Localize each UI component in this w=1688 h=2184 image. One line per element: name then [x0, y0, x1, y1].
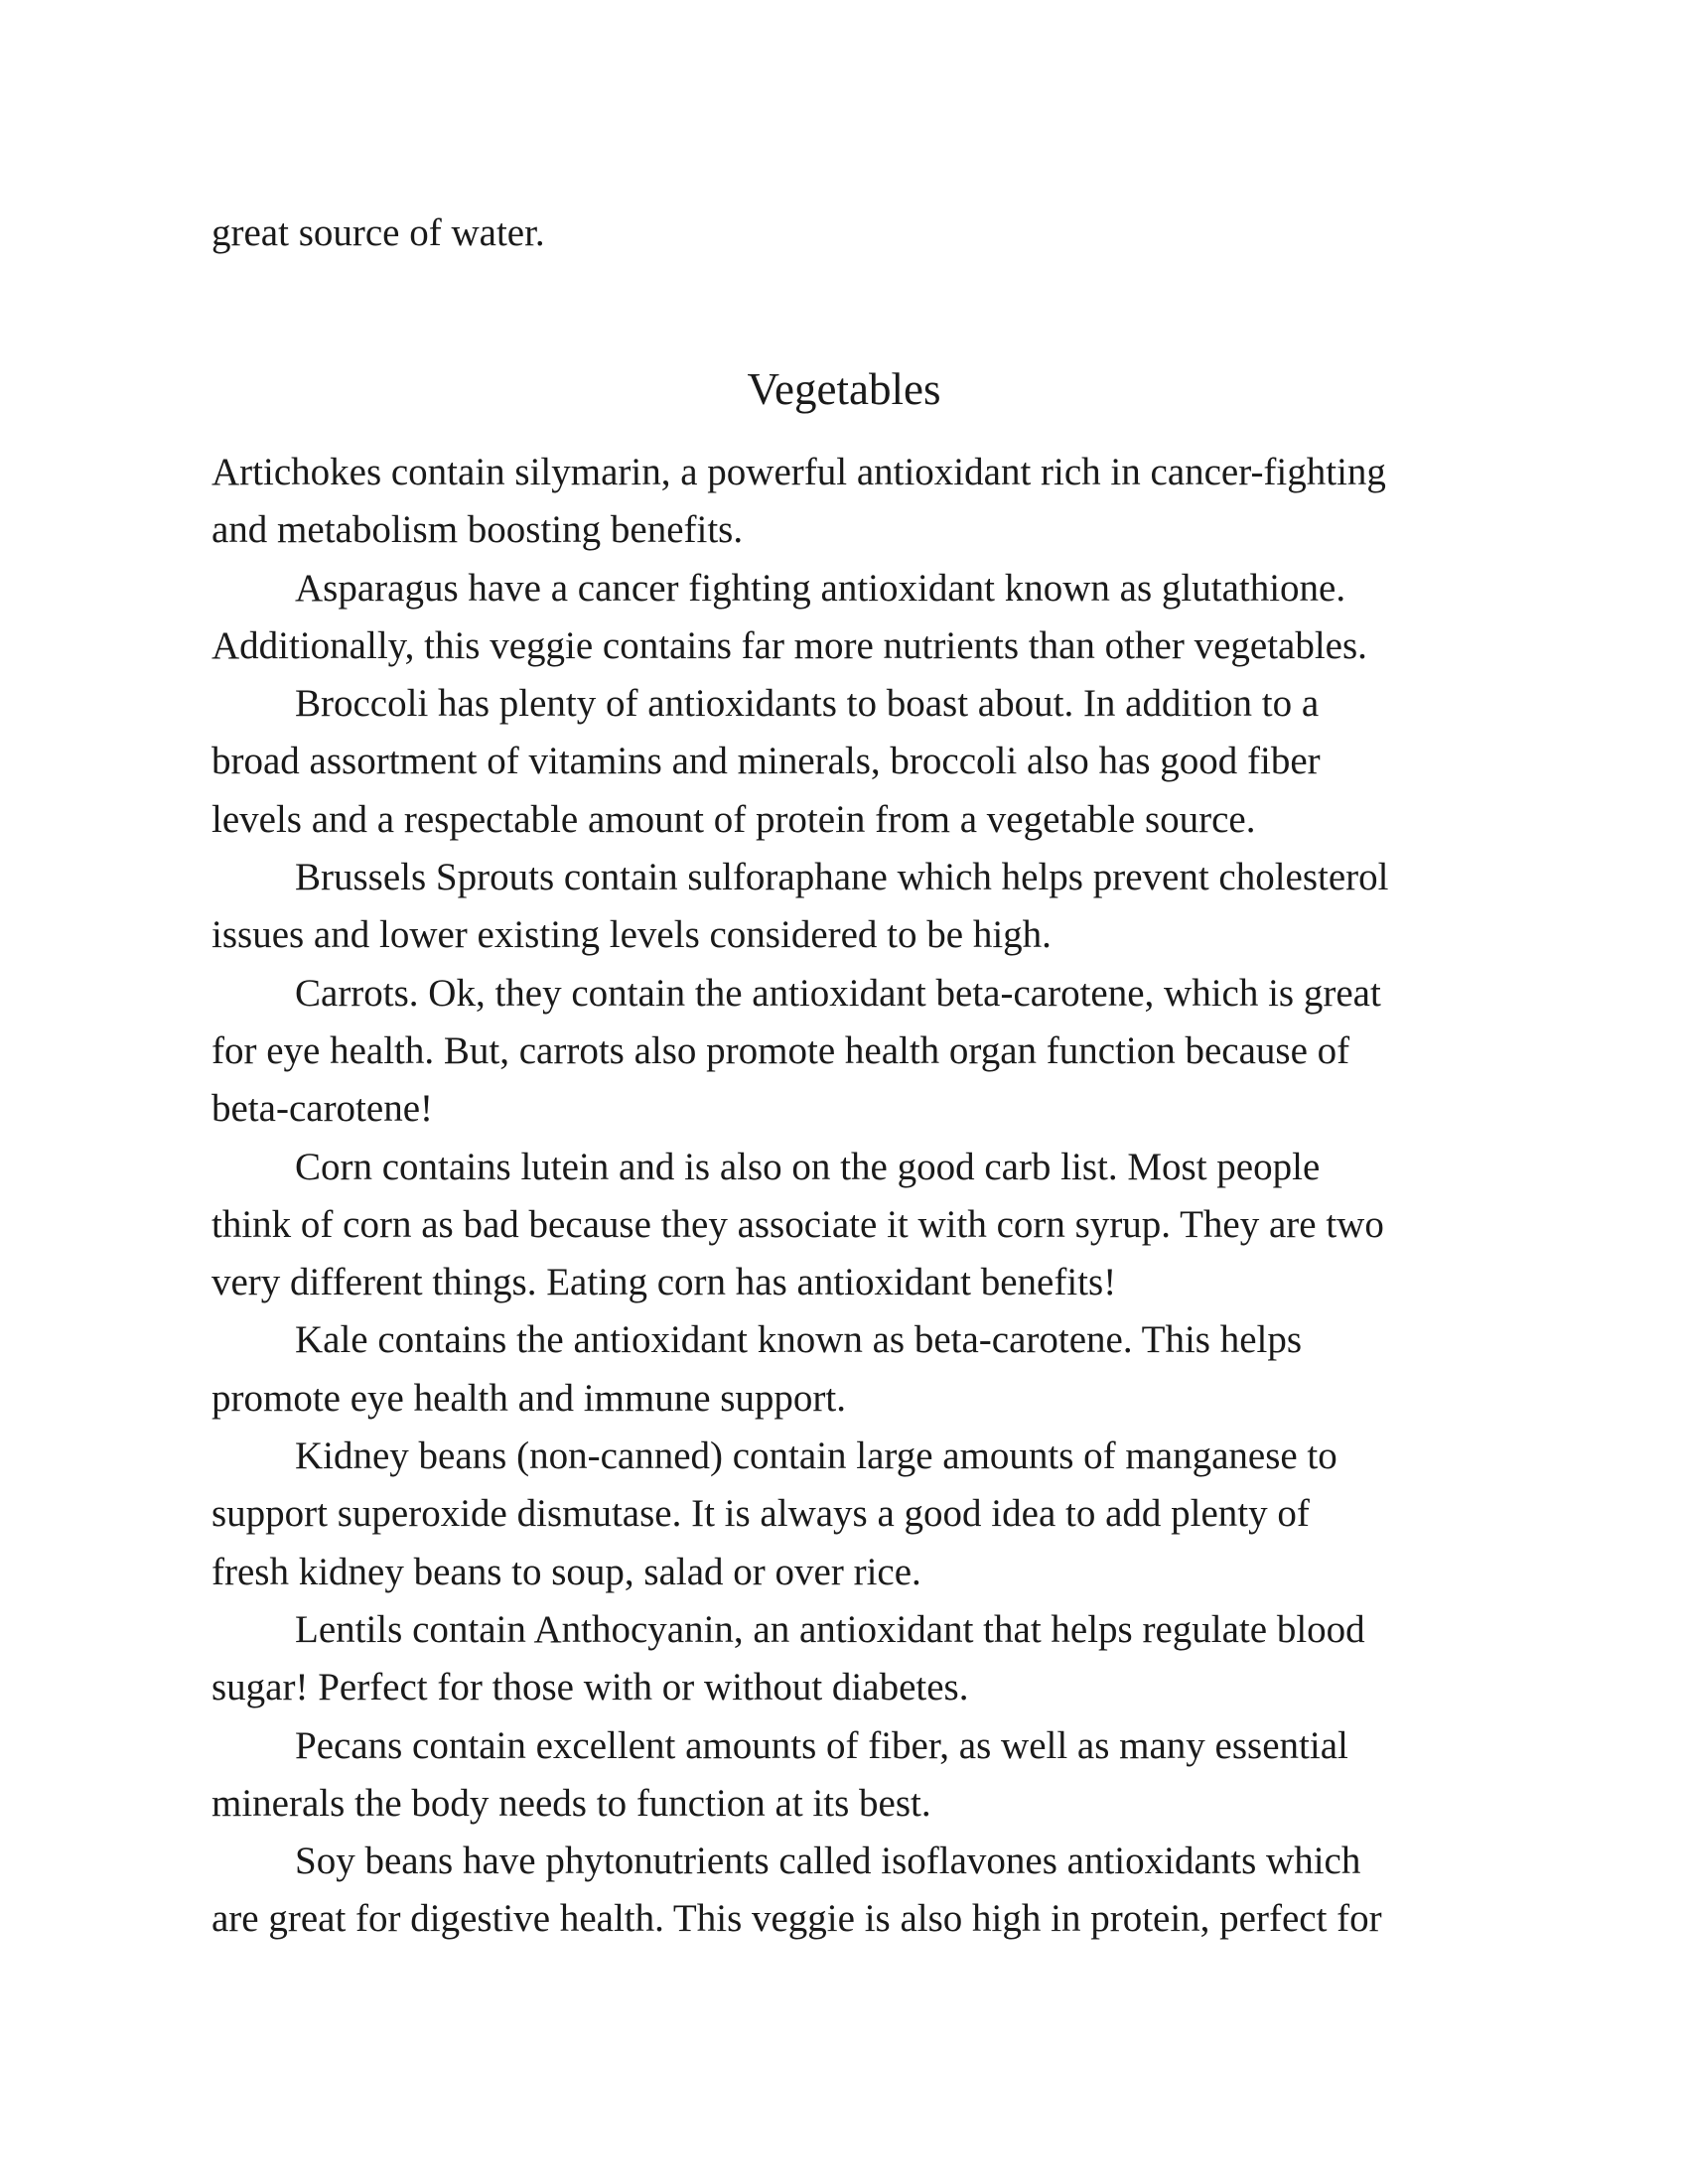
- paragraph: [211, 1601, 1389, 1717]
- paragraph-line: Broccoli has plenty of antioxidants to boast about. In addition to a: [295, 682, 1320, 726]
- paragraph-line: fresh kidney beans to soup, salad or over rice.: [211, 1550, 921, 1593]
- paragraph-line: think of corn as bad because they associate it with corn syrup. They are two: [211, 1202, 1384, 1246]
- paragraph-line: for eye health. But, carrots also promote health organ function because of: [211, 1028, 1350, 1072]
- paragraph-line: promote eye health and immune support.: [211, 1376, 847, 1420]
- section-heading: Vegetables: [747, 364, 941, 414]
- paragraph-line: Asparagus have a cancer fighting antioxidant known as glutathione.: [295, 566, 1346, 610]
- paragraph: [211, 1717, 1389, 1834]
- paragraph-line: very different things. Eating corn has antioxidant benefits!: [211, 1261, 1117, 1304]
- paragraph-line: Carrots. Ok, they contain the antioxidant beta-carotene, which is great: [295, 971, 1381, 1015]
- paragraph: [211, 1139, 1389, 1312]
- body-text: [211, 444, 1389, 1949]
- paragraph: [211, 1311, 1389, 1428]
- paragraph-line: support superoxide dismutase. It is always a good idea to add plenty of: [211, 1492, 1310, 1536]
- paragraph-line: Additionally, this veggie contains far more nutrients than other vegetables.: [211, 623, 1367, 667]
- paragraph: [211, 560, 1389, 676]
- paragraph-line: levels and a respectable amount of protein from a vegetable source.: [211, 797, 1256, 841]
- paragraph: [211, 849, 1389, 965]
- paragraph-line: Kale contains the antioxidant known as beta-carotene. This helps: [295, 1318, 1303, 1362]
- paragraph-line: Soy beans have phytonutrients called isoflavones antioxidants which: [295, 1840, 1361, 1883]
- paragraph: [211, 1833, 1389, 1949]
- paragraph-line: and metabolism boosting benefits.: [211, 508, 744, 552]
- paragraph-line: sugar! Perfect for those with or without diabetes.: [211, 1666, 969, 1709]
- paragraph-line: Brussels Sprouts contain sulforaphane which helps prevent cholesterol: [295, 856, 1389, 899]
- paragraph-line: beta-carotene!: [211, 1087, 433, 1131]
- paragraph-line: Corn contains lutein and is also on the good carb list. Most people: [295, 1145, 1321, 1188]
- paragraph-line: Lentils contain Anthocyanin, an antioxidant that helps regulate blood: [295, 1607, 1365, 1651]
- paragraph: [211, 1428, 1389, 1601]
- paragraph: [211, 444, 1389, 560]
- carryover-text: great source of water.: [211, 211, 545, 254]
- paragraph-line: Artichokes contain silymarin, a powerful antioxidant rich in cancer-fighting: [211, 451, 1386, 493]
- paragraph-line: Kidney beans (non-canned) contain large amounts of manganese to: [295, 1434, 1337, 1478]
- paragraph-line: issues and lower existing levels considered to be high.: [211, 913, 1052, 957]
- paragraph-line: minerals the body needs to function at its best.: [211, 1781, 931, 1825]
- paragraph: [211, 675, 1389, 849]
- paragraph-line: are great for digestive health. This veggie is also high in protein, perfect for: [211, 1897, 1382, 1941]
- paragraph-line: broad assortment of vitamins and minerals, broccoli also has good fiber: [211, 740, 1321, 783]
- paragraph-line: Pecans contain excellent amounts of fiber, as well as many essential: [295, 1723, 1348, 1767]
- paragraph: [211, 965, 1389, 1139]
